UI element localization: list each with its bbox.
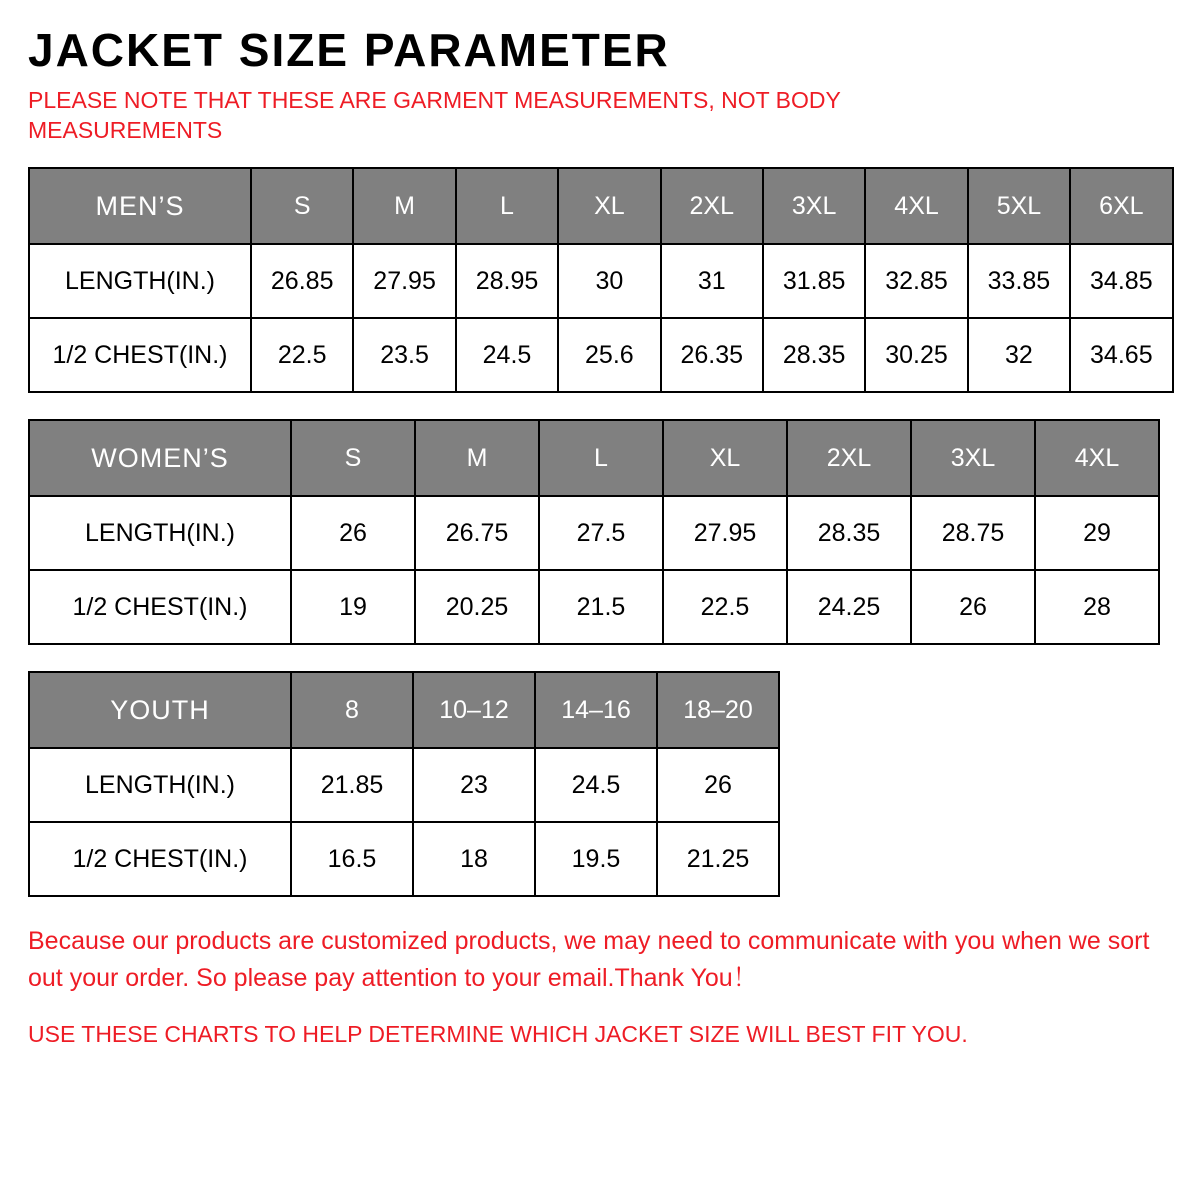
customization-note: Because our products are customized products, we may need to communicate with you when we sort out your order. So please pay attention to your email.Thank You！ bbox=[28, 927, 1150, 992]
mens-size-header: 3XL bbox=[763, 168, 865, 244]
table-cell: 26 bbox=[911, 570, 1035, 644]
table-cell: 26 bbox=[657, 748, 779, 822]
table-cell: 26 bbox=[291, 496, 415, 570]
youth-header-label: YOUTH bbox=[29, 672, 291, 748]
row-label: LENGTH(IN.) bbox=[29, 244, 251, 318]
row-label: 1/2 CHEST(IN.) bbox=[29, 822, 291, 896]
table-cell: 32.85 bbox=[865, 244, 967, 318]
mens-size-header: XL bbox=[558, 168, 660, 244]
womens-size-table bbox=[28, 419, 1160, 645]
table-cell: 34.65 bbox=[1070, 318, 1172, 392]
table-cell: 28 bbox=[1035, 570, 1159, 644]
table-cell: 21.85 bbox=[291, 748, 413, 822]
table-cell: 30 bbox=[558, 244, 660, 318]
mens-header-label: MEN’S bbox=[29, 168, 251, 244]
mens-size-header: 4XL bbox=[865, 168, 967, 244]
table-cell: 28.75 bbox=[911, 496, 1035, 570]
table-cell: 19.5 bbox=[535, 822, 657, 896]
mens-size-header: S bbox=[251, 168, 353, 244]
table-cell: 33.85 bbox=[968, 244, 1070, 318]
table-header-row bbox=[29, 672, 779, 748]
womens-size-header: 4XL bbox=[1035, 420, 1159, 496]
mens-size-header: M bbox=[353, 168, 455, 244]
row-label: 1/2 CHEST(IN.) bbox=[29, 318, 251, 392]
table-row bbox=[29, 748, 779, 822]
table-cell: 21.25 bbox=[657, 822, 779, 896]
youth-size-header: 10–12 bbox=[413, 672, 535, 748]
table-cell: 24.25 bbox=[787, 570, 911, 644]
row-label: LENGTH(IN.) bbox=[29, 496, 291, 570]
mens-size-header: 6XL bbox=[1070, 168, 1172, 244]
youth-size-header: 8 bbox=[291, 672, 413, 748]
table-cell: 22.5 bbox=[251, 318, 353, 392]
table-row bbox=[29, 318, 1173, 392]
row-label: LENGTH(IN.) bbox=[29, 748, 291, 822]
table-row bbox=[29, 822, 779, 896]
mens-size-table bbox=[28, 167, 1174, 393]
table-cell: 32 bbox=[968, 318, 1070, 392]
table-cell: 20.25 bbox=[415, 570, 539, 644]
womens-size-header: 2XL bbox=[787, 420, 911, 496]
table-row bbox=[29, 570, 1159, 644]
table-cell: 22.5 bbox=[663, 570, 787, 644]
table-cell: 27.95 bbox=[663, 496, 787, 570]
youth-size-header: 18–20 bbox=[657, 672, 779, 748]
table-cell: 34.85 bbox=[1070, 244, 1172, 318]
table-cell: 24.5 bbox=[456, 318, 558, 392]
mens-size-header: 5XL bbox=[968, 168, 1070, 244]
womens-size-header: L bbox=[539, 420, 663, 496]
table-row bbox=[29, 496, 1159, 570]
womens-size-header: M bbox=[415, 420, 539, 496]
chart-usage-note: USE THESE CHARTS TO HELP DETERMINE WHICH JACKET SIZE WILL BEST FIT YOU. bbox=[28, 1020, 968, 1047]
table-cell: 23 bbox=[413, 748, 535, 822]
womens-size-header: XL bbox=[663, 420, 787, 496]
table-cell: 21.5 bbox=[539, 570, 663, 644]
table-cell: 23.5 bbox=[353, 318, 455, 392]
table-cell: 31.85 bbox=[763, 244, 865, 318]
table-cell: 25.6 bbox=[558, 318, 660, 392]
table-cell: 24.5 bbox=[535, 748, 657, 822]
table-cell: 26.75 bbox=[415, 496, 539, 570]
table-cell: 19 bbox=[291, 570, 415, 644]
table-row bbox=[29, 244, 1173, 318]
table-cell: 31 bbox=[661, 244, 763, 318]
table-cell: 28.35 bbox=[763, 318, 865, 392]
womens-size-header: S bbox=[291, 420, 415, 496]
table-header-row bbox=[29, 420, 1159, 496]
table-cell: 26.35 bbox=[661, 318, 763, 392]
row-label: 1/2 CHEST(IN.) bbox=[29, 570, 291, 644]
mens-size-header: 2XL bbox=[661, 168, 763, 244]
table-cell: 28.35 bbox=[787, 496, 911, 570]
womens-size-header: 3XL bbox=[911, 420, 1035, 496]
youth-size-table bbox=[28, 671, 780, 897]
table-cell: 30.25 bbox=[865, 318, 967, 392]
womens-header-label: WOMEN’S bbox=[29, 420, 291, 496]
table-cell: 26.85 bbox=[251, 244, 353, 318]
table-cell: 29 bbox=[1035, 496, 1159, 570]
table-cell: 18 bbox=[413, 822, 535, 896]
table-cell: 27.5 bbox=[539, 496, 663, 570]
garment-measurement-note: PLEASE NOTE THAT THESE ARE GARMENT MEASUREMENTS, NOT BODY MEASUREMENTS bbox=[28, 86, 841, 143]
page-title: JACKET SIZE PARAMETER bbox=[28, 24, 670, 76]
table-cell: 28.95 bbox=[456, 244, 558, 318]
table-header-row bbox=[29, 168, 1173, 244]
mens-size-header: L bbox=[456, 168, 558, 244]
youth-size-header: 14–16 bbox=[535, 672, 657, 748]
table-cell: 27.95 bbox=[353, 244, 455, 318]
table-cell: 16.5 bbox=[291, 822, 413, 896]
